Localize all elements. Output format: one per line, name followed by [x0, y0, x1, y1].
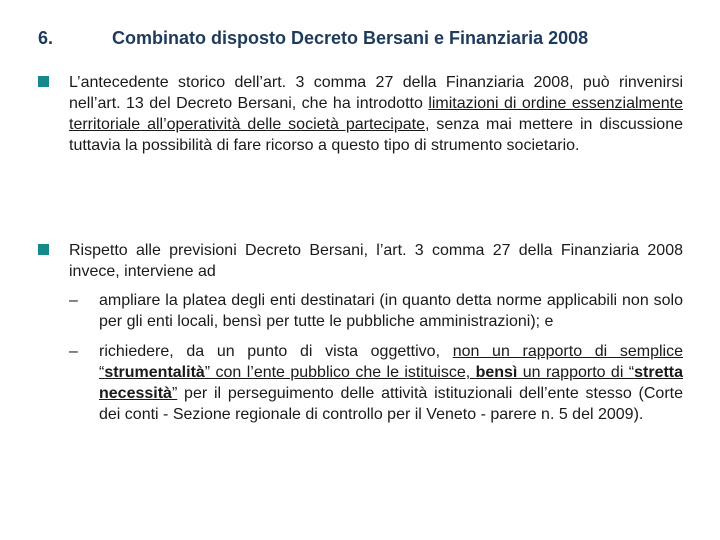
bullet-1-text-part-1: L’antecedente storico dell’art. 3 comma 27 della Finanziaria 2008, può rinvenirsi nell’art. 13 del Decreto Bersani, che ha introdotto	[69, 74, 683, 112]
dash-bullet-icon: –	[69, 292, 78, 309]
sub-2-bold-strumentalita: strumentalità	[104, 364, 205, 381]
dash-bullet-icon: –	[69, 343, 78, 360]
bullet-text-1	[69, 72, 683, 156]
square-bullet-icon	[38, 76, 49, 87]
sub-2-text-part-2: per il perseguimento delle attività istituzionali dell’ente stesso (Corte dei conti - Sezione regionale di controllo per il Veneto - parere n. 5 del 2009).	[99, 385, 683, 423]
slide-number: 6.	[38, 28, 54, 48]
sub-bullet-item-1	[69, 290, 683, 332]
bullet-item-2	[38, 240, 683, 282]
sub-bullet-text-2	[99, 341, 683, 425]
sub-2-text-part-1: richiedere, da un punto di vista oggettivo,	[99, 343, 453, 360]
sub-2-bold-stretta-necessita: stretta necessità	[99, 364, 684, 402]
sub-2-bold-bensi: bensì	[475, 364, 518, 381]
bullet-1-underlined-phrase: limitazioni di ordine essenzialmente territoriale all’operatività delle società partecipate	[69, 95, 683, 133]
bullet-1-text-part-2: , senza mai mettere in discussione tuttavia la possibilità di fare ricorso a questo tipo di strumento societario.	[69, 116, 683, 154]
sub-2-underlined-1: non un rapporto di semplice “	[99, 343, 684, 381]
sub-bullet-text-1: ampliare la platea degli enti destinatari (in quanto detta norme applicabili non solo per gli enti locali, bensì per tutte le pubbliche amministrazioni); e	[99, 292, 683, 330]
bullet-text-2: Rispetto alle previsioni Decreto Bersani, l’art. 3 comma 27 della Finanziaria 2008 invece, interviene ad	[69, 242, 683, 280]
sub-2-underlined-3: un rapporto di “	[517, 364, 635, 381]
slide-title: Combinato disposto Decreto Bersani e Finanziaria 2008	[112, 28, 589, 48]
square-bullet-icon	[38, 244, 49, 255]
sub-2-underlined-2: ” con l’ente pubblico che le istituisce,	[204, 364, 476, 381]
bullet-item-1	[38, 72, 683, 156]
sub-bullet-item-2	[69, 341, 683, 425]
sub-2-underlined-4: ”	[171, 385, 178, 402]
